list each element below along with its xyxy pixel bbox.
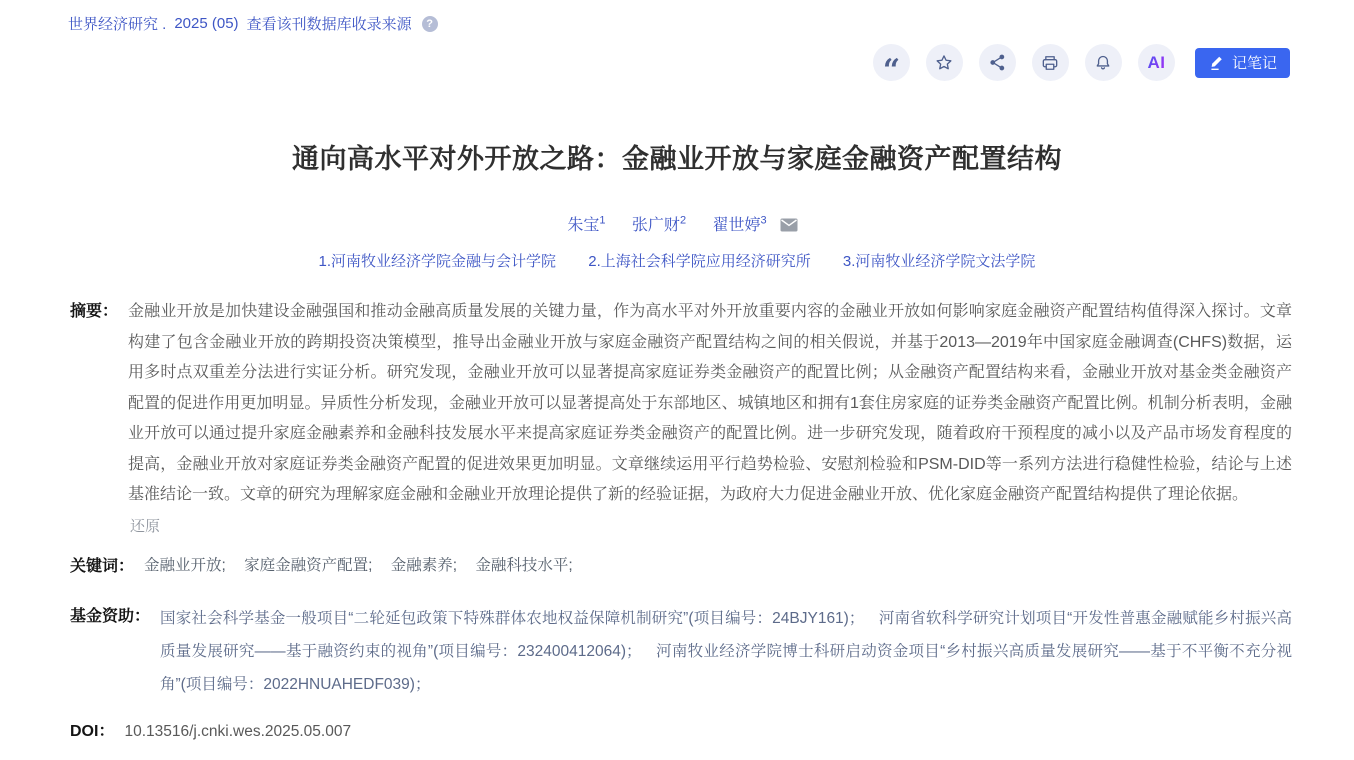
note-button-label: 记笔记 xyxy=(1231,55,1277,72)
author-link-1[interactable]: 朱宝$^1$ xyxy=(567,214,606,234)
abstract-text: 金融业开放是加快建设金融强国和推动金融高质量发展的关键力量，作为高水平对外开放重要内容的金融业开放如何影响家庭金融资产配置结构值得深入探讨。文章构建了包含金融业开放的跨期投资决策模型，推导出金融业开放与家庭金融资产配置结构之间的相关假说，并基于2013—2019年中国家庭金融调查(CHFS)数据，运用多时点双重差分法进行实证分析。研究发现，金融业开放可以显著提高家庭证券类金融资产的配置比例；从金融资产配置结构来看，金融业开放对基金类金融资产配置的促进作用更加明显。异质性分析发现，金融业开放可以显著提高处于东部地区、城镇地区和拥有1套住房家庭的证券类金融资产配置比例。机制分析表明，金融业开放可以通过提升家庭金融素养和金融科技发展水平来提高家庭证券类金融资产的配置比例。进一步研究发现，随着政府干预程度的减小以及产品市场发育程度的提高，金融业开放对家庭证券类金融资产配置的促进效果更加明显。文章继续运用平行趋势检验、安慰剂检验和PSM-DID等一系列方法进行稳健性检验，结论与上述基准结论一致。文章的研究为理解家庭金融和金融业开放理论提供了新的经验证据，为政府大力促进金融业开放、优化家庭金融资产配置结构提供了理论依据。 xyxy=(128,303,1292,503)
star-icon[interactable] xyxy=(926,44,963,81)
ai-label: AI xyxy=(1147,52,1166,72)
keyword-link-2[interactable]: 家庭金融资产配置; xyxy=(244,556,373,574)
abstract-label: 摘要： xyxy=(70,303,119,320)
keywords-label: 关键词： xyxy=(70,557,135,575)
author-list xyxy=(0,212,1354,235)
affiliation-3[interactable]: 3.河南牧业经济学院文法学院 xyxy=(842,253,1036,270)
fund-section xyxy=(0,602,1354,701)
keyword-link-1[interactable]: 金融业开放; xyxy=(144,556,226,574)
affiliation-2[interactable]: 2.上海社会科学院应用经济研究所 xyxy=(588,253,811,270)
quote-icon[interactable]: “ xyxy=(873,44,910,81)
fund-label: 基金资助： xyxy=(70,607,151,625)
journal-info-bar xyxy=(0,0,1354,34)
printer-icon[interactable] xyxy=(1032,44,1069,81)
share-icon[interactable] xyxy=(979,44,1016,81)
journal-title[interactable]: 世界经济研究 . xyxy=(68,16,167,33)
action-toolbar xyxy=(0,44,1354,88)
pencil-icon xyxy=(1208,54,1225,71)
keywords-list xyxy=(144,552,1292,580)
article-title: 通向高水平对外开放之路：金融业开放与家庭金融资产配置结构 xyxy=(292,144,1062,174)
fund-link-3[interactable]: 河南牧业经济学院博士科研启动资金项目“乡村振兴高质量发展研究——基于不平衡不充分视角”(项目编号：2022HNUAHEDF039)； xyxy=(160,642,1293,693)
email-icon[interactable] xyxy=(780,218,798,232)
affiliation-1[interactable]: 1.河南牧业经济学院金融与会计学院 xyxy=(318,253,557,270)
abstract-section xyxy=(0,297,1354,536)
bell-icon[interactable] xyxy=(1085,44,1122,81)
fund-list xyxy=(160,602,1292,701)
keyword-link-4[interactable]: 金融科技水平; xyxy=(475,556,573,574)
database-source-link[interactable]: 查看该刊数据库收录来源 xyxy=(246,16,412,33)
doi-label: DOI： xyxy=(70,722,115,740)
affiliation-list xyxy=(0,250,1354,271)
keywords-section xyxy=(0,552,1354,582)
doi-value: 10.13516/j.cnki.wes.2025.05.007 xyxy=(124,722,352,740)
journal-issue: 2025 (05) xyxy=(174,15,239,32)
author-link-2[interactable]: 张广财$^2$ xyxy=(631,214,687,234)
ai-icon[interactable] xyxy=(1138,44,1175,81)
note-button[interactable] xyxy=(1195,48,1290,78)
author-link-3[interactable]: 翟世婷$^3$ xyxy=(712,214,767,234)
keyword-link-3[interactable]: 金融素养; xyxy=(390,556,458,574)
restore-link[interactable]: 还原 xyxy=(130,517,161,535)
fund-link-1[interactable]: 国家社会科学基金一般项目“二轮延包政策下特殊群体农地权益保障机制研究”(项目编号：24BJY161)； xyxy=(160,609,865,627)
help-icon[interactable]: ? xyxy=(422,16,438,32)
doi-section xyxy=(0,717,1354,747)
fund-link-2[interactable]: 河南省软科学研究计划项目“开发性普惠金融赋能乡村振兴高质量发展研究——基于融资约束的视角”(项目编号：232400412064)； xyxy=(160,609,1292,660)
